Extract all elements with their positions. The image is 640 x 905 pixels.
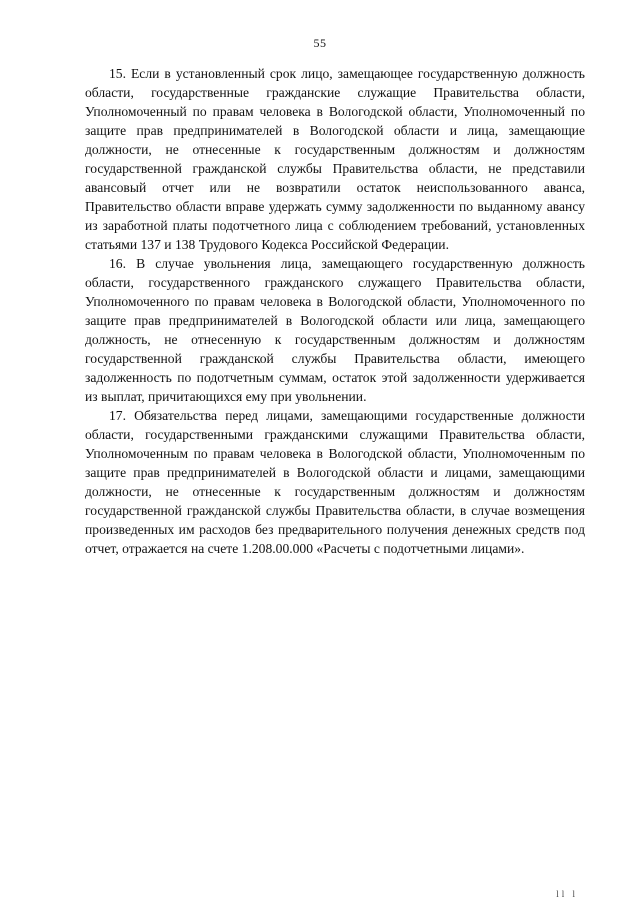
document-body [85,64,585,558]
paragraph-15: 15. Если в установленный срок лицо, замещающее государственную должность области, государственные гражданские служащие Правительства области, Уполномоченный по правам человека в Вологодской области, Уполномоченный по защите прав предпринимателей в Вологодской области и лица, замещающие должности, не отнесенные к государственным должностям и должностям государственной гражданской службы Правительства области, не представили авансовый отчет или не возвратили остаток неиспользованного аванса, Правительство области вправе удержать сумму задолженности по выданному авансу из заработной платы подотчетного лица с соблюдением требований, установленных статьями 137 и 138 Трудового Кодекса Российской Федерации. [85,66,585,252]
scan-mark: ll l [556,889,578,899]
paragraph-17: 17. Обязательства перед лицами, замещающими государственные должности области, государственными гражданскими служащими Правительства области, Уполномоченным по правам человека в Вологодской области, Уполномоченным по защите прав предпринимателей в Вологодской области и лицами, замещающими должности, не отнесенные к государственным должностям и должностям государственной гражданской службы Правительства области, в случае возмещения произведенных им расходов без предварительного получения денежных средств под отчет, отражается на счете 1.208.00.000 «Расчеты с подотчетными лицами». [85,408,585,556]
paragraph-16: 16. В случае увольнения лица, замещающего государственную должность области, государственного гражданского служащего Правительства области, Уполномоченного по правам человека в Вологодской области, Уполномоченного по защите прав предпринимателей в Вологодской области или лица, замещающего должность, не отнесенную к государственным должностям и должностям государственной гражданской службы Правительства области, имеющего задолженность по подотчетным суммам, остаток этой задолженности удерживается из выплат, причитающихся ему при увольнении. [85,256,585,404]
page-number: 55 [313,36,327,50]
